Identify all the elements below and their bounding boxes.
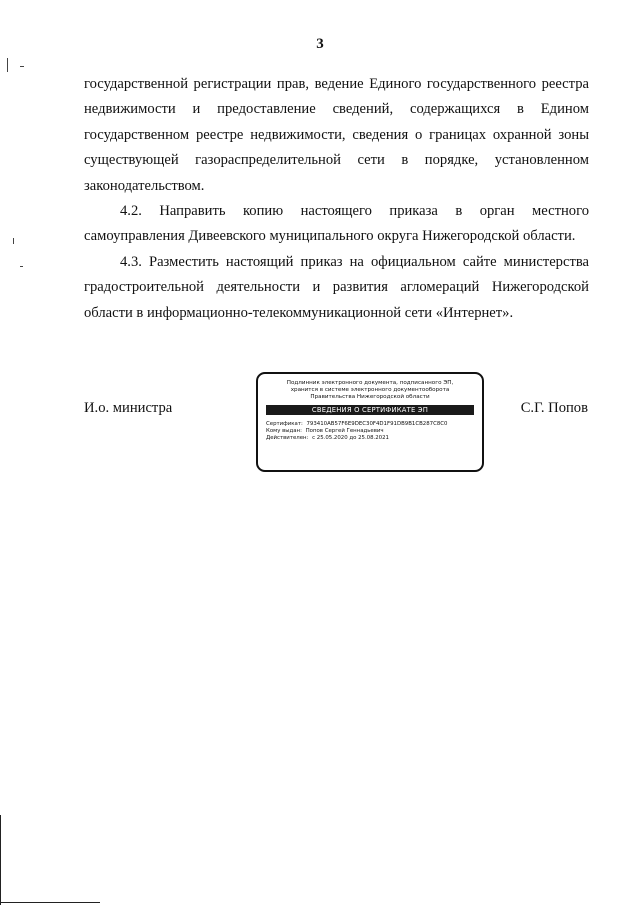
text-line: 4.3. Разместить настоящий приказ на официальном сайте министерства: [120, 254, 589, 270]
signatory-name: С.Г. Попов: [520, 400, 588, 416]
stamp-valid-row: [266, 435, 474, 442]
scan-corner-line-horizontal: [0, 902, 100, 903]
text-line: 4.2. Направить копию настоящего приказа в орган местного: [120, 203, 589, 219]
stamp-certificate-label: Сертификат:: [266, 421, 303, 427]
text-line: недвижимости и предоставление сведений, содержащихся в Едином: [84, 101, 589, 118]
stamp-issued-to-label: Кому выдан:: [266, 428, 302, 434]
scan-corner-line-vertical: [0, 815, 1, 905]
text-line: государственном реестре недвижимости, сведения о границах охранной зоны: [84, 126, 589, 143]
stamp-certificate-value: 793410AB57F6E9DEC30F4D1F91DB9B1CB287C8C0: [306, 421, 448, 427]
text-line: градостроительной деятельности и развития агломераций Нижегородской: [84, 279, 589, 296]
scan-margin-mark: [20, 266, 23, 267]
text-line: законодательством.: [84, 177, 205, 194]
text-line: государственной регистрации прав, ведение Единого государственного реестра: [84, 76, 589, 92]
stamp-header: [266, 380, 474, 401]
stamp-header-line: Подлинник электронного документа, подписанного ЭП,: [286, 380, 454, 386]
page-number: 3: [316, 36, 324, 52]
e-signature-stamp: [256, 372, 484, 472]
stamp-header-line: хранится в системе электронного документооборота: [290, 387, 450, 393]
text-line: области в информационно-телекоммуникационной сети «Интернет».: [84, 304, 514, 321]
stamp-valid-label: Действителен:: [266, 435, 309, 441]
scan-margin-mark: [13, 238, 14, 244]
item-4-3: [84, 250, 589, 326]
text-line: существующей газораспределительной сети в порядке, установленном: [84, 152, 589, 169]
scan-margin-mark: [7, 58, 8, 72]
stamp-issued-to-row: [266, 428, 474, 435]
stamp-title-bar: СВЕДЕНИЯ О СЕРТИФИКАТЕ ЭП: [266, 405, 474, 415]
signatory-position: И.о. министра: [84, 400, 173, 416]
stamp-issued-to-value: Попов Сергей Геннадьевич: [305, 428, 384, 434]
text-line: самоуправления Дивеевского муниципального округа Нижегородской области.: [84, 228, 576, 245]
stamp-header-line: Правительства Нижегородской области: [310, 394, 430, 400]
stamp-valid-value: с 25.05.2020 до 25.08.2021: [312, 435, 389, 441]
stamp-certificate-row: [266, 421, 474, 428]
scan-margin-mark: [20, 66, 24, 67]
item-4-2: [84, 199, 589, 250]
paragraph-continuation: [84, 72, 589, 199]
